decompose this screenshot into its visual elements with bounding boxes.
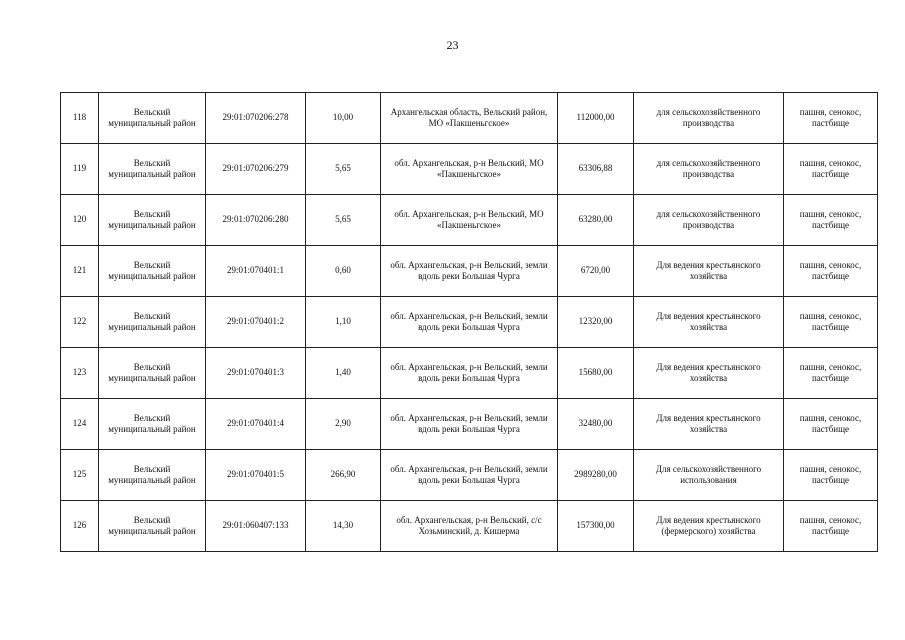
cadastral-number-cell: 29:01:070206:279 <box>206 144 306 195</box>
land-type-cell: пашня, сенокос, пастбище <box>784 93 878 144</box>
table-row <box>61 195 878 246</box>
area-cell: 1,10 <box>306 297 381 348</box>
address-cell: обл. Архангельская, р-н Вельский, МО «Пакшеньгское» <box>381 195 558 246</box>
municipality-cell: Вельский муниципальный район <box>99 144 206 195</box>
row-number-cell: 120 <box>61 195 99 246</box>
permitted-use-cell: Для ведения крестьянского хозяйства <box>634 399 784 450</box>
area-cell: 5,65 <box>306 195 381 246</box>
land-type-cell: пашня, сенокос, пастбище <box>784 348 878 399</box>
cadastral-number-cell: 29:01:070401:2 <box>206 297 306 348</box>
area-cell: 0,60 <box>306 246 381 297</box>
address-cell: обл. Архангельская, р-н Вельский, с/с Хозьминский, д. Кишерма <box>381 501 558 552</box>
page-number: 23 <box>446 38 459 52</box>
table-row <box>61 348 878 399</box>
address-cell: обл. Архангельская, р-н Вельский, земли вдоль реки Большая Чурга <box>381 246 558 297</box>
cadastral-number-cell: 29:01:070401:3 <box>206 348 306 399</box>
municipality-cell: Вельский муниципальный район <box>99 450 206 501</box>
permitted-use-cell: для сельскохозяйственного производства <box>634 144 784 195</box>
municipality-cell: Вельский муниципальный район <box>99 246 206 297</box>
cadastral-number-cell: 29:01:070206:280 <box>206 195 306 246</box>
land-type-cell: пашня, сенокос, пастбище <box>784 195 878 246</box>
cadastral-number-cell: 29:01:070401:4 <box>206 399 306 450</box>
cadastral-number-cell: 29:01:060407:133 <box>206 501 306 552</box>
municipality-cell: Вельский муниципальный район <box>99 501 206 552</box>
price-cell: 2989280,00 <box>558 450 634 501</box>
table-row <box>61 501 878 552</box>
row-number-cell: 122 <box>61 297 99 348</box>
price-cell: 157300,00 <box>558 501 634 552</box>
land-type-cell: пашня, сенокос, пастбище <box>784 501 878 552</box>
municipality-cell: Вельский муниципальный район <box>99 195 206 246</box>
land-type-cell: пашня, сенокос, пастбище <box>784 144 878 195</box>
land-type-cell: пашня, сенокос, пастбище <box>784 297 878 348</box>
permitted-use-cell: для сельскохозяйственного производства <box>634 195 784 246</box>
table-row <box>61 297 878 348</box>
price-cell: 12320,00 <box>558 297 634 348</box>
municipality-cell: Вельский муниципальный район <box>99 93 206 144</box>
address-cell: обл. Архангельская, р-н Вельский, земли вдоль реки Большая Чурга <box>381 348 558 399</box>
land-plots-table <box>60 92 878 552</box>
row-number-cell: 126 <box>61 501 99 552</box>
land-type-cell: пашня, сенокос, пастбище <box>784 450 878 501</box>
price-cell: 6720,00 <box>558 246 634 297</box>
table-row <box>61 144 878 195</box>
price-cell: 63280,00 <box>558 195 634 246</box>
cadastral-number-cell: 29:01:070401:5 <box>206 450 306 501</box>
row-number-cell: 125 <box>61 450 99 501</box>
cadastral-number-cell: 29:01:070401:1 <box>206 246 306 297</box>
table-row <box>61 246 878 297</box>
price-cell: 32480,00 <box>558 399 634 450</box>
land-type-cell: пашня, сенокос, пастбище <box>784 399 878 450</box>
permitted-use-cell: Для ведения крестьянского хозяйства <box>634 297 784 348</box>
row-number-cell: 124 <box>61 399 99 450</box>
municipality-cell: Вельский муниципальный район <box>99 348 206 399</box>
price-cell: 15680,00 <box>558 348 634 399</box>
permitted-use-cell: Для сельскохозяйственного использования <box>634 450 784 501</box>
municipality-cell: Вельский муниципальный район <box>99 399 206 450</box>
area-cell: 2,90 <box>306 399 381 450</box>
row-number-cell: 118 <box>61 93 99 144</box>
row-number-cell: 123 <box>61 348 99 399</box>
area-cell: 5,65 <box>306 144 381 195</box>
area-cell: 10,00 <box>306 93 381 144</box>
permitted-use-cell: для сельскохозяйственного производства <box>634 93 784 144</box>
address-cell: обл. Архангельская, р-н Вельский, земли вдоль реки Большая Чурга <box>381 399 558 450</box>
row-number-cell: 119 <box>61 144 99 195</box>
table-row <box>61 399 878 450</box>
price-cell: 63306,88 <box>558 144 634 195</box>
address-cell: обл. Архангельская, р-н Вельский, земли вдоль реки Большая Чурга <box>381 450 558 501</box>
address-cell: обл. Архангельская, р-н Вельский, МО «Пакшеньгское» <box>381 144 558 195</box>
cadastral-number-cell: 29:01:070206:278 <box>206 93 306 144</box>
municipality-cell: Вельский муниципальный район <box>99 297 206 348</box>
permitted-use-cell: Для ведения крестьянского хозяйства <box>634 246 784 297</box>
address-cell: обл. Архангельская, р-н Вельский, земли вдоль реки Большая Чурга <box>381 297 558 348</box>
row-number-cell: 121 <box>61 246 99 297</box>
land-type-cell: пашня, сенокос, пастбище <box>784 246 878 297</box>
permitted-use-cell: Для ведения крестьянского хозяйства <box>634 348 784 399</box>
area-cell: 1,40 <box>306 348 381 399</box>
area-cell: 14,30 <box>306 501 381 552</box>
address-cell: Архангельская область, Вельский район, МО «Пакшеньгское» <box>381 93 558 144</box>
permitted-use-cell: Для ведения крестьянского (фермерского) хозяйства <box>634 501 784 552</box>
table-row <box>61 93 878 144</box>
table-row <box>61 450 878 501</box>
price-cell: 112000,00 <box>558 93 634 144</box>
area-cell: 266,90 <box>306 450 381 501</box>
